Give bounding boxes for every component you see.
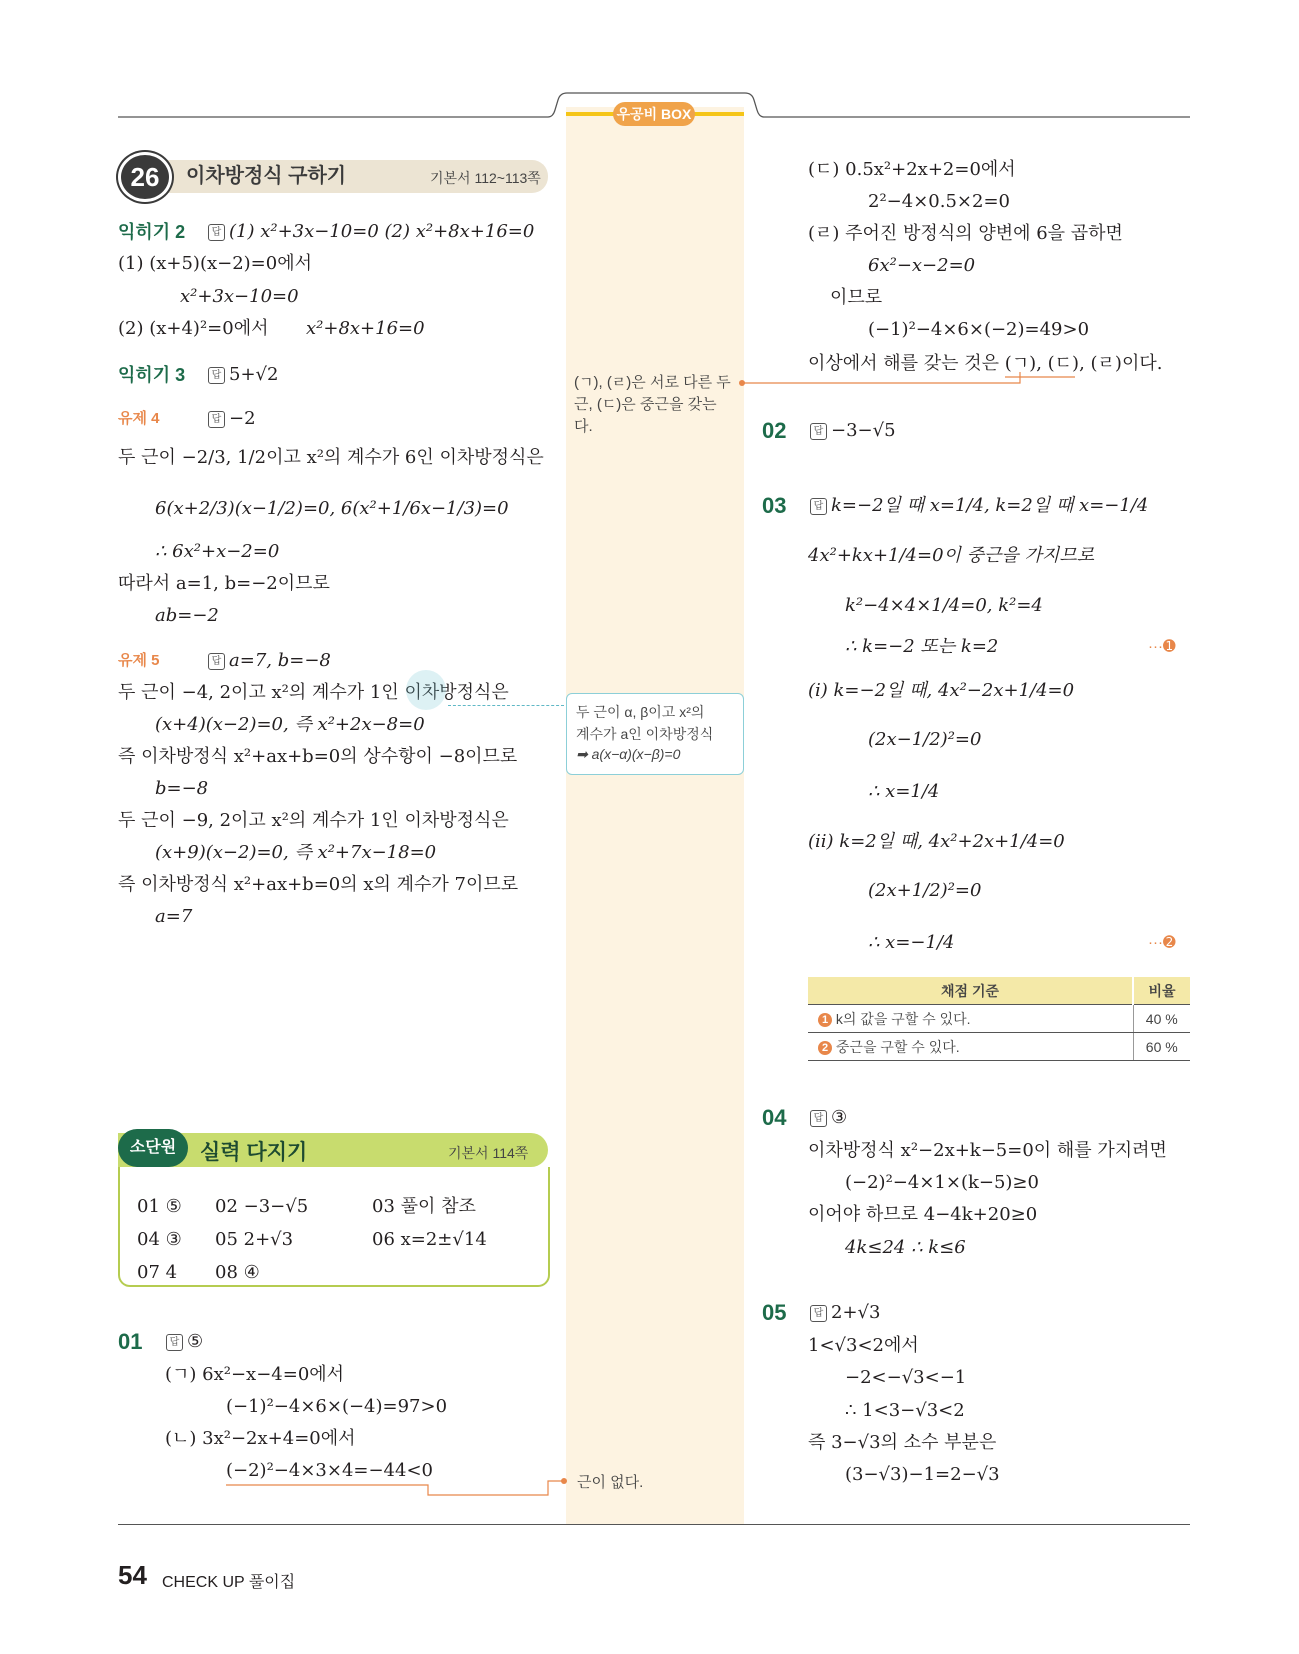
yu4-line3: ∴ 6x²+x−2=0 <box>155 541 280 562</box>
criteria-row-1: k의 값을 구할 수 있다. <box>835 1010 971 1027</box>
yu4-label: 유제 4 <box>118 410 160 427</box>
side-note-2a: 두 근이 α, β이고 x²의 <box>576 704 705 720</box>
q04-number: 04 <box>762 1105 787 1130</box>
q04-line1: 이차방정식 x²−2x+k−5=0이 해를 가지려면 <box>808 1140 1167 1161</box>
q03-mark1: ···➊ <box>1148 638 1176 655</box>
silryeok-answer-04: 04 ③ <box>137 1229 182 1250</box>
q03-line6: ∴ x=1/4 <box>868 781 940 802</box>
r01-line2: 2²−4×0.5×2=0 <box>868 191 1010 212</box>
footer-title: CHECK UP 풀이집 <box>162 1574 296 1591</box>
answer-box-icon: 답 <box>208 367 225 384</box>
yu5-line2: (x+4)(x−2)=0, 즉 x²+2x−8=0 <box>155 714 425 735</box>
silryeok-tag: 소단원 <box>118 1129 188 1167</box>
grading-criteria-table <box>808 977 1190 1061</box>
q03-mark2: ···➋ <box>1148 934 1176 951</box>
side-note-3: 근이 없다. <box>577 1474 644 1491</box>
answer-box-icon: 답 <box>166 1334 183 1351</box>
answer-box-icon: 답 <box>810 1110 827 1127</box>
section-title: 이차방정식 구하기 <box>186 165 347 187</box>
ik2-line2: x²+3x−10=0 <box>180 286 299 307</box>
q03-line3: ∴ k=−2 또는 k=2 <box>845 636 999 657</box>
q04-line2: (−2)²−4×1×(k−5)≥0 <box>845 1172 1039 1193</box>
r01-line1: (ㄷ) 0.5x²+2x+2=0에서 <box>808 159 1016 180</box>
q04-answer: ③ <box>831 1107 848 1128</box>
criteria-row-2-value: 60 % <box>1133 1033 1190 1061</box>
answer-box-icon: 답 <box>208 224 225 241</box>
yu4-answer: −2 <box>229 408 256 429</box>
r01-line5: 이므로 <box>830 287 883 308</box>
yu5-line8: a=7 <box>155 906 193 927</box>
q03-line4: (ⅰ) k=−2일 때, 4x²−2x+1/4=0 <box>808 680 1075 701</box>
yu5-label: 유제 5 <box>118 652 160 669</box>
silryeok-answer-02: 02 −3−√5 <box>215 1196 309 1217</box>
q05-answer: 2+√3 <box>831 1302 881 1323</box>
q03-number: 03 <box>762 493 787 518</box>
q01-line1: (ㄱ) 6x²−x−4=0에서 <box>165 1364 345 1385</box>
r01-line4: 6x²−x−2=0 <box>868 255 976 276</box>
silryeok-answer-05: 05 2+√3 <box>215 1229 294 1250</box>
q05-number: 05 <box>762 1300 787 1325</box>
silryeok-answer-07: 07 4 <box>137 1262 178 1283</box>
answer-box-icon: 답 <box>810 498 827 515</box>
yu5-line7: 즉 이차방정식 x²+ax+b=0의 x의 계수가 7이므로 <box>118 874 519 895</box>
ik2-line3: (2) (x+4)²=0에서 <box>118 318 269 339</box>
criteria-header-2: 비율 <box>1133 977 1190 1005</box>
dashed-connector <box>448 705 564 706</box>
q03-line9: ∴ x=−1/4 <box>868 932 955 953</box>
highlight-dot <box>406 670 446 710</box>
q03-line7: (ⅱ) k=2일 때, 4x²+2x+1/4=0 <box>808 831 1065 852</box>
q05-line2: −2<−√3<−1 <box>845 1367 967 1388</box>
side-note-2c: ➡ a(x−α)(x−β)=0 <box>576 746 681 762</box>
yu5-answer: a=7, b=−8 <box>229 650 331 671</box>
q01-line2: (−1)²−4×6×(−4)=97>0 <box>226 1396 448 1417</box>
q02-answer: −3−√5 <box>831 420 896 441</box>
ik2-answer: (1) x²+3x−10=0 (2) x²+8x+16=0 <box>229 221 535 242</box>
side-column-bg <box>566 107 744 1525</box>
q05-line5: (3−√3)−1=2−√3 <box>845 1464 1000 1485</box>
r01-line6: (−1)²−4×6×(−2)=49>0 <box>868 319 1090 340</box>
criteria-marker-2: 2 <box>818 1041 832 1055</box>
silryeok-answer-box <box>118 1167 550 1287</box>
silryeok-answer-01: 01 ⑤ <box>137 1196 182 1217</box>
ik2-line1: (1) (x+5)(x−2)=0에서 <box>118 253 312 274</box>
yu5-line1: 두 근이 −4, 2이고 x²의 계수가 1인 이차방정식은 <box>118 682 509 703</box>
silryeok-answer-08: 08 ④ <box>215 1262 260 1283</box>
section-number-badge: 26 <box>118 152 172 202</box>
q03-line2: k²−4×4×1/4=0, k²=4 <box>845 595 1043 616</box>
answer-box-icon: 답 <box>208 653 225 670</box>
yu4-line2: 6(x+2/3)(x−1/2)=0, 6(x²+1/6x−1/3)=0 <box>155 498 509 519</box>
yu5-line4: b=−8 <box>155 778 209 799</box>
side-note-1: (ㄱ), (ㄹ)은 서로 다른 두 근, (ㄷ)은 중근을 갖는다. <box>574 374 731 435</box>
q01-line4: (−2)²−4×3×4=−44<0 <box>226 1460 433 1481</box>
ik3-label: 익히기 3 <box>118 365 186 385</box>
ik3-answer: 5+√2 <box>229 364 279 385</box>
silryeok-title: 실력 다지기 <box>200 1141 308 1164</box>
q05-line3: ∴ 1<3−√3<2 <box>845 1400 965 1421</box>
criteria-row-1-value: 40 % <box>1133 1005 1190 1033</box>
q04-line3: 이어야 하므로 4−4k+20≥0 <box>808 1204 1038 1225</box>
q01-line3: (ㄴ) 3x²−2x+4=0에서 <box>165 1428 356 1449</box>
r01-line7: 이상에서 해를 갖는 것은 (ㄱ), (ㄷ), (ㄹ)이다. <box>808 353 1163 374</box>
criteria-marker-1: 1 <box>818 1013 832 1027</box>
q05-line4: 즉 3−√3의 소수 부분은 <box>808 1432 997 1453</box>
section-ref: 기본서 112~113쪽 <box>430 170 541 186</box>
q04-line4: 4k≤24 ∴ k≤6 <box>845 1237 966 1258</box>
answer-box-icon: 답 <box>810 1305 827 1322</box>
footer-rule <box>118 1524 1190 1525</box>
page-number: 54 <box>118 1560 147 1590</box>
yu4-line1: 두 근이 −2/3, 1/2이고 x²의 계수가 6인 이차방정식은 <box>118 447 544 468</box>
yu5-line5: 두 근이 −9, 2이고 x²의 계수가 1인 이차방정식은 <box>118 810 509 831</box>
q03-line5: (2x−1/2)²=0 <box>868 729 982 750</box>
box-tab-title: 우공비 BOX <box>613 102 695 126</box>
ik2-line4: x²+8x+16=0 <box>306 318 425 339</box>
silryeok-answer-06: 06 x=2±√14 <box>372 1229 487 1250</box>
yu4-line5: ab=−2 <box>155 605 219 626</box>
answer-box-icon: 답 <box>208 411 225 428</box>
q03-line8: (2x+1/2)²=0 <box>868 880 982 901</box>
silryeok-answer-03: 03 풀이 참조 <box>372 1196 476 1217</box>
criteria-header-1: 채점 기준 <box>808 977 1133 1005</box>
q01-number: 01 <box>118 1329 143 1354</box>
side-note-2b: 계수가 a인 이차방정식 <box>576 726 714 742</box>
q03-line1: 4x²+kx+1/4=0이 중근을 가지므로 <box>808 545 1095 566</box>
q02-number: 02 <box>762 418 787 443</box>
yu4-line4: 따라서 a=1, b=−2이므로 <box>118 573 330 594</box>
answer-box-icon: 답 <box>810 423 827 440</box>
silryeok-ref: 기본서 114쪽 <box>448 1145 529 1161</box>
yu5-line6: (x+9)(x−2)=0, 즉 x²+7x−18=0 <box>155 842 437 863</box>
q05-line1: 1<√3<2에서 <box>808 1335 919 1356</box>
ik2-label: 익히기 2 <box>118 222 186 242</box>
q01-answer: ⑤ <box>187 1331 204 1352</box>
yu5-line3: 즉 이차방정식 x²+ax+b=0의 상수항이 −8이므로 <box>118 746 518 767</box>
r01-line3: (ㄹ) 주어진 방정식의 양변에 6을 곱하면 <box>808 223 1123 244</box>
criteria-row-2: 중근을 구할 수 있다. <box>835 1038 960 1055</box>
q03-answer: k=−2일 때 x=1/4, k=2일 때 x=−1/4 <box>831 495 1149 516</box>
